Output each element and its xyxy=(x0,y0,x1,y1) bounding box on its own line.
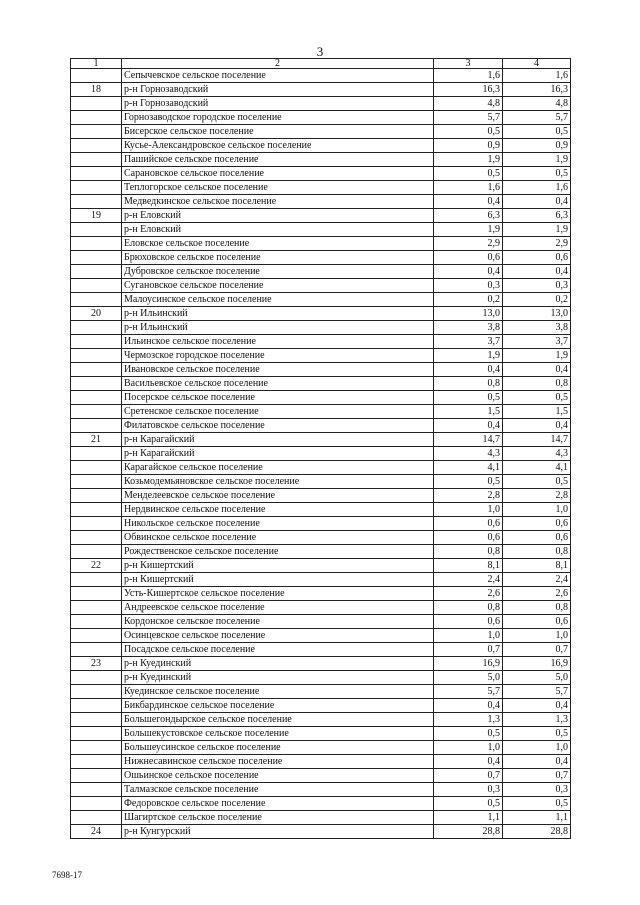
value-column-4: 0,5 xyxy=(503,167,571,181)
value-column-3: 0,8 xyxy=(434,377,503,391)
value-column-3: 5,7 xyxy=(434,111,503,125)
municipality-name: Талмазское сельское поселение xyxy=(122,783,434,797)
value-column-3: 2,8 xyxy=(434,489,503,503)
value-column-4: 0,5 xyxy=(503,727,571,741)
value-column-4: 14,7 xyxy=(503,433,571,447)
municipality-name: р-н Еловский xyxy=(122,223,434,237)
value-column-3: 3,8 xyxy=(434,321,503,335)
value-column-3: 2,6 xyxy=(434,587,503,601)
document-code: 7698-17 xyxy=(52,870,82,880)
value-column-4: 4,3 xyxy=(503,447,571,461)
value-column-3: 0,8 xyxy=(434,545,503,559)
municipality-name: Малоусинское сельское поселение xyxy=(122,293,434,307)
municipality-name: Нердвинское сельское поселение xyxy=(122,503,434,517)
table-row xyxy=(71,321,571,335)
value-column-3: 0,8 xyxy=(434,601,503,615)
table-row xyxy=(71,755,571,769)
value-column-4: 0,4 xyxy=(503,419,571,433)
value-column-3: 8,1 xyxy=(434,559,503,573)
value-column-4: 5,7 xyxy=(503,111,571,125)
municipality-name: Усть-Кишертское сельское поселение xyxy=(122,587,434,601)
table-row xyxy=(71,503,571,517)
municipality-name: Филатовское сельское поселение xyxy=(122,419,434,433)
value-column-4: 0,3 xyxy=(503,279,571,293)
table-row xyxy=(71,769,571,783)
table-row xyxy=(71,335,571,349)
value-column-3: 4,8 xyxy=(434,97,503,111)
value-column-3: 0,4 xyxy=(434,755,503,769)
municipality-name: Теплогорское сельское поселение xyxy=(122,181,434,195)
value-column-3: 5,7 xyxy=(434,685,503,699)
value-column-4: 2,4 xyxy=(503,573,571,587)
row-number xyxy=(71,489,122,503)
value-column-4: 0,4 xyxy=(503,363,571,377)
row-number xyxy=(71,363,122,377)
row-number: 21 xyxy=(71,433,122,447)
value-column-3: 4,1 xyxy=(434,461,503,475)
table-row xyxy=(71,391,571,405)
row-number xyxy=(71,69,122,83)
row-number xyxy=(71,447,122,461)
value-column-4: 13,0 xyxy=(503,307,571,321)
row-number xyxy=(71,377,122,391)
row-number xyxy=(71,125,122,139)
municipality-name: р-н Куединский xyxy=(122,671,434,685)
value-column-3: 0,3 xyxy=(434,783,503,797)
value-column-4: 4,8 xyxy=(503,97,571,111)
row-number xyxy=(71,741,122,755)
value-column-3: 1,9 xyxy=(434,153,503,167)
table-row xyxy=(71,601,571,615)
value-column-4: 0,5 xyxy=(503,797,571,811)
table-row xyxy=(71,811,571,825)
value-column-3: 0,2 xyxy=(434,293,503,307)
municipality-name: Сугановское сельское поселение xyxy=(122,279,434,293)
value-column-3: 0,7 xyxy=(434,643,503,657)
row-number xyxy=(71,419,122,433)
row-number: 19 xyxy=(71,209,122,223)
value-column-4: 0,5 xyxy=(503,391,571,405)
value-column-4: 2,8 xyxy=(503,489,571,503)
value-column-3: 0,5 xyxy=(434,475,503,489)
value-column-4: 2,6 xyxy=(503,587,571,601)
value-column-4: 8,1 xyxy=(503,559,571,573)
row-number xyxy=(71,601,122,615)
table-row xyxy=(71,685,571,699)
municipality-name: Горнозаводское городское поселение xyxy=(122,111,434,125)
value-column-3: 0,3 xyxy=(434,279,503,293)
table-row xyxy=(71,251,571,265)
value-column-3: 5,0 xyxy=(434,671,503,685)
table-body xyxy=(71,59,571,839)
value-column-3: 0,9 xyxy=(434,139,503,153)
value-column-4: 1,0 xyxy=(503,503,571,517)
municipality-name: Посерское сельское поселение xyxy=(122,391,434,405)
table-row xyxy=(71,223,571,237)
table-row xyxy=(71,489,571,503)
table-row xyxy=(71,671,571,685)
value-column-4: 5,7 xyxy=(503,685,571,699)
value-column-3: 1,6 xyxy=(434,69,503,83)
municipality-name: Куединское сельское поселение xyxy=(122,685,434,699)
value-column-4: 1,3 xyxy=(503,713,571,727)
value-column-3: 16,3 xyxy=(434,83,503,97)
value-column-4: 1,9 xyxy=(503,349,571,363)
value-column-3: 14,7 xyxy=(434,433,503,447)
value-column-4: 0,5 xyxy=(503,125,571,139)
table-row xyxy=(71,181,571,195)
table-row xyxy=(71,699,571,713)
row-number: 23 xyxy=(71,657,122,671)
value-column-4: 1,1 xyxy=(503,811,571,825)
value-column-4: 0,4 xyxy=(503,699,571,713)
table-row xyxy=(71,363,571,377)
municipality-name: Васильевское сельское поселение xyxy=(122,377,434,391)
row-number xyxy=(71,475,122,489)
row-number xyxy=(71,265,122,279)
value-column-4: 0,3 xyxy=(503,783,571,797)
value-column-4: 0,4 xyxy=(503,755,571,769)
municipality-name: Сарановское сельское поселение xyxy=(122,167,434,181)
row-number xyxy=(71,405,122,419)
row-number xyxy=(71,671,122,685)
value-column-4: 0,5 xyxy=(503,475,571,489)
table-row xyxy=(71,167,571,181)
row-number xyxy=(71,153,122,167)
row-number xyxy=(71,321,122,335)
municipality-name: Козьмодемьяновское сельское поселение xyxy=(122,475,434,489)
value-column-4: 2,9 xyxy=(503,237,571,251)
table-row xyxy=(71,657,571,671)
value-column-3: 6,3 xyxy=(434,209,503,223)
value-column-3: 0,6 xyxy=(434,615,503,629)
municipality-name: Рождественское сельское поселение xyxy=(122,545,434,559)
table-row xyxy=(71,279,571,293)
value-column-4: 1,6 xyxy=(503,69,571,83)
value-column-3: 28,8 xyxy=(434,825,503,839)
row-number xyxy=(71,531,122,545)
table-row xyxy=(71,545,571,559)
municipality-name: р-н Карагайский xyxy=(122,447,434,461)
table-row xyxy=(71,195,571,209)
municipality-name: Ивановское сельское поселение xyxy=(122,363,434,377)
value-column-4: 1,5 xyxy=(503,405,571,419)
table-row xyxy=(71,349,571,363)
table-row xyxy=(71,741,571,755)
value-column-4: 0,6 xyxy=(503,251,571,265)
value-column-4: 4,1 xyxy=(503,461,571,475)
value-column-3: 1,9 xyxy=(434,223,503,237)
municipality-name: Сепычевское сельское поселение xyxy=(122,69,434,83)
column-header-4: 4 xyxy=(503,59,571,69)
value-column-4: 0,4 xyxy=(503,195,571,209)
row-number xyxy=(71,573,122,587)
value-column-3: 1,0 xyxy=(434,741,503,755)
row-number xyxy=(71,223,122,237)
row-number xyxy=(71,783,122,797)
value-column-3: 0,4 xyxy=(434,699,503,713)
table-row xyxy=(71,307,571,321)
row-number xyxy=(71,629,122,643)
table-row xyxy=(71,405,571,419)
row-number xyxy=(71,279,122,293)
municipality-name: Кусье-Александровское сельское поселение xyxy=(122,139,434,153)
value-column-4: 0,6 xyxy=(503,615,571,629)
municipality-name: Обвинское сельское поселение xyxy=(122,531,434,545)
row-number xyxy=(71,699,122,713)
municipality-name: Федоровское сельское поселение xyxy=(122,797,434,811)
value-column-3: 0,7 xyxy=(434,769,503,783)
municipality-name: Осинцевское сельское поселение xyxy=(122,629,434,643)
table-row xyxy=(71,713,571,727)
value-column-4: 16,9 xyxy=(503,657,571,671)
table-row xyxy=(71,377,571,391)
value-column-4: 3,8 xyxy=(503,321,571,335)
municipality-name: р-н Горнозаводский xyxy=(122,97,434,111)
value-column-3: 0,5 xyxy=(434,727,503,741)
column-header-3: 3 xyxy=(434,59,503,69)
value-column-3: 1,6 xyxy=(434,181,503,195)
municipality-name: р-н Горнозаводский xyxy=(122,83,434,97)
row-number xyxy=(71,195,122,209)
table-row xyxy=(71,615,571,629)
table-row xyxy=(71,265,571,279)
municipality-name: р-н Ильинский xyxy=(122,321,434,335)
value-column-4: 1,9 xyxy=(503,223,571,237)
table-row xyxy=(71,97,571,111)
municipality-name: Большекустовское сельское поселение xyxy=(122,727,434,741)
table-row xyxy=(71,419,571,433)
value-column-4: 0,8 xyxy=(503,545,571,559)
row-number xyxy=(71,97,122,111)
page-number: 3 xyxy=(316,44,324,59)
municipality-name: Нижнесавинское сельское поселение xyxy=(122,755,434,769)
table-row xyxy=(71,111,571,125)
table-row xyxy=(71,293,571,307)
table-row xyxy=(71,629,571,643)
value-column-3: 0,6 xyxy=(434,251,503,265)
value-column-3: 0,6 xyxy=(434,531,503,545)
municipality-name: Большегондырское сельское поселение xyxy=(122,713,434,727)
table-row xyxy=(71,727,571,741)
value-column-4: 16,3 xyxy=(503,83,571,97)
municipality-name: Андреевское сельское поселение xyxy=(122,601,434,615)
table-row xyxy=(71,125,571,139)
value-column-3: 0,5 xyxy=(434,797,503,811)
value-column-4: 5,0 xyxy=(503,671,571,685)
row-number xyxy=(71,251,122,265)
value-column-4: 1,6 xyxy=(503,181,571,195)
value-column-3: 16,9 xyxy=(434,657,503,671)
municipality-name: Никольское сельское поселение xyxy=(122,517,434,531)
table-row xyxy=(71,433,571,447)
row-number xyxy=(71,335,122,349)
municipality-name: Еловское сельское поселение xyxy=(122,237,434,251)
table-row xyxy=(71,153,571,167)
municipality-name: р-н Еловский xyxy=(122,209,434,223)
table-row xyxy=(71,475,571,489)
value-column-3: 1,1 xyxy=(434,811,503,825)
municipality-name: Бисерское сельское поселение xyxy=(122,125,434,139)
municipality-name: р-н Карагайский xyxy=(122,433,434,447)
value-column-4: 0,4 xyxy=(503,265,571,279)
value-column-3: 1,0 xyxy=(434,503,503,517)
value-column-4: 0,8 xyxy=(503,601,571,615)
column-header-2: 2 xyxy=(122,59,434,69)
value-column-3: 0,4 xyxy=(434,265,503,279)
row-number xyxy=(71,517,122,531)
municipality-name: Посадское сельское поселение xyxy=(122,643,434,657)
municipality-name: Ошьинское сельское поселение xyxy=(122,769,434,783)
table-row xyxy=(71,797,571,811)
municipality-name: Медведкинское сельское поселение xyxy=(122,195,434,209)
municipality-name: Менделеевское сельское поселение xyxy=(122,489,434,503)
row-number xyxy=(71,293,122,307)
municipality-name: р-н Кишертский xyxy=(122,573,434,587)
row-number: 20 xyxy=(71,307,122,321)
row-number xyxy=(71,167,122,181)
row-number xyxy=(71,685,122,699)
municipality-name: Бикбардинское сельское поселение xyxy=(122,699,434,713)
value-column-4: 0,2 xyxy=(503,293,571,307)
row-number xyxy=(71,181,122,195)
row-number xyxy=(71,811,122,825)
value-column-4: 0,8 xyxy=(503,377,571,391)
value-column-3: 0,4 xyxy=(434,419,503,433)
value-column-3: 0,5 xyxy=(434,125,503,139)
value-column-3: 2,4 xyxy=(434,573,503,587)
value-column-4: 0,7 xyxy=(503,769,571,783)
municipality-name: р-н Куединский xyxy=(122,657,434,671)
table-row xyxy=(71,69,571,83)
table-row xyxy=(71,83,571,97)
row-number xyxy=(71,461,122,475)
value-column-3: 13,0 xyxy=(434,307,503,321)
row-number xyxy=(71,139,122,153)
municipality-name: Брюховское сельское поселение xyxy=(122,251,434,265)
value-column-4: 0,7 xyxy=(503,643,571,657)
table-row xyxy=(71,461,571,475)
row-number xyxy=(71,797,122,811)
row-number xyxy=(71,237,122,251)
value-column-4: 3,7 xyxy=(503,335,571,349)
value-column-4: 6,3 xyxy=(503,209,571,223)
value-column-4: 1,0 xyxy=(503,629,571,643)
table-header-row xyxy=(71,59,571,69)
row-number xyxy=(71,769,122,783)
row-number xyxy=(71,713,122,727)
table-row xyxy=(71,587,571,601)
value-column-3: 3,7 xyxy=(434,335,503,349)
row-number xyxy=(71,349,122,363)
row-number xyxy=(71,643,122,657)
value-column-3: 1,3 xyxy=(434,713,503,727)
value-column-3: 0,4 xyxy=(434,363,503,377)
value-column-4: 1,0 xyxy=(503,741,571,755)
table-row xyxy=(71,531,571,545)
row-number xyxy=(71,587,122,601)
column-header-1: 1 xyxy=(71,59,122,69)
table-row xyxy=(71,209,571,223)
row-number xyxy=(71,727,122,741)
table-row xyxy=(71,643,571,657)
table-row xyxy=(71,139,571,153)
municipality-name: р-н Кишертский xyxy=(122,559,434,573)
municipality-name: р-н Ильинский xyxy=(122,307,434,321)
value-column-3: 0,6 xyxy=(434,517,503,531)
row-number xyxy=(71,111,122,125)
value-column-3: 0,5 xyxy=(434,167,503,181)
municipality-name: Карагайское сельское поселение xyxy=(122,461,434,475)
row-number xyxy=(71,391,122,405)
value-column-4: 0,9 xyxy=(503,139,571,153)
table-row xyxy=(71,573,571,587)
table-row xyxy=(71,559,571,573)
table-row xyxy=(71,447,571,461)
value-column-3: 0,5 xyxy=(434,391,503,405)
value-column-3: 1,5 xyxy=(434,405,503,419)
table-row xyxy=(71,237,571,251)
municipality-name: Большеусинское сельское поселение xyxy=(122,741,434,755)
value-column-4: 0,6 xyxy=(503,531,571,545)
municipality-name: Сретенское сельское поселение xyxy=(122,405,434,419)
municipality-name: Ильинское сельское поселение xyxy=(122,335,434,349)
row-number xyxy=(71,503,122,517)
row-number xyxy=(71,545,122,559)
value-column-3: 0,4 xyxy=(434,195,503,209)
table-row xyxy=(71,825,571,839)
municipality-name: р-н Кунгурский xyxy=(122,825,434,839)
municipality-name: Дубровское сельское поселение xyxy=(122,265,434,279)
value-column-4: 0,6 xyxy=(503,517,571,531)
municipality-name: Кордонское сельское поселение xyxy=(122,615,434,629)
value-column-3: 2,9 xyxy=(434,237,503,251)
municipality-name: Шагиртское сельское поселение xyxy=(122,811,434,825)
table-row xyxy=(71,783,571,797)
row-number: 22 xyxy=(71,559,122,573)
value-column-3: 4,3 xyxy=(434,447,503,461)
municipality-name: Чермозское городское поселение xyxy=(122,349,434,363)
table-row xyxy=(71,517,571,531)
row-number: 18 xyxy=(71,83,122,97)
value-column-3: 1,0 xyxy=(434,629,503,643)
allocation-table xyxy=(70,58,571,839)
value-column-3: 1,9 xyxy=(434,349,503,363)
row-number: 24 xyxy=(71,825,122,839)
row-number xyxy=(71,755,122,769)
value-column-4: 28,8 xyxy=(503,825,571,839)
municipality-name: Пашийское сельское поселение xyxy=(122,153,434,167)
value-column-4: 1,9 xyxy=(503,153,571,167)
row-number xyxy=(71,615,122,629)
